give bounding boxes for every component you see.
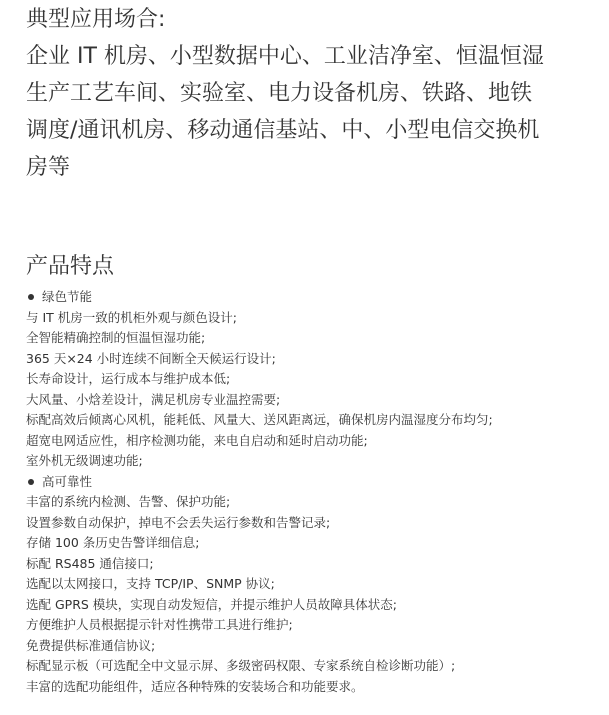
application-scenarios	[26, 38, 601, 186]
document	[26, 0, 601, 694]
feature-item: 丰富的系统内检测、告警、保护功能;	[26, 494, 231, 509]
scenario-line: 房等	[26, 155, 71, 180]
feature-item: 全智能精确控制的恒温恒湿功能;	[26, 330, 206, 345]
scenario-line: 调度/通讯机房、移动通信基站、中、小型电信交换机	[26, 118, 540, 143]
feature-item: 室外机无级调速功能;	[26, 453, 143, 468]
feature-item: 丰富的选配功能组件，适应各种特殊的安装场合和功能要求。	[26, 678, 364, 694]
feature-item: 标配显示板（可选配全中文显示屏、多级密码权限、专家系统自检诊断功能）;	[26, 658, 456, 673]
feature-item: 与 IT 机房一致的机柜外观与颜色设计;	[26, 309, 237, 325]
feature-item: 方便维护人员根据提示针对性携带工具进行维护;	[26, 617, 293, 632]
application-heading: 典型应用场合:	[26, 7, 166, 32]
feature-group-label: 绿色节能	[42, 289, 93, 304]
feature-item: 长寿命设计，运行成本与维护成本低;	[26, 371, 231, 386]
bullet-icon	[28, 294, 34, 300]
feature-item: 选配以太网接口，支持 TCP/IP、SNMP 协议;	[26, 576, 275, 591]
feature-item: 存储 100 条历史告警详细信息;	[26, 535, 200, 550]
scenario-line: 生产工艺车间、实验室、电力设备机房、铁路、地铁	[26, 81, 533, 106]
scenario-line: 企业 IT 机房、小型数据中心、工业洁净室、恒温恒湿	[26, 44, 544, 69]
feature-group-label: 高可靠性	[42, 473, 93, 489]
feature-item: 设置参数自动保护，掉电不会丢失运行参数和告警记录;	[26, 514, 331, 530]
feature-item: 超宽电网适应性，相序检测功能，来电自启动和延时启动功能;	[26, 432, 368, 448]
feature-group-title	[26, 472, 601, 493]
feature-group-title	[26, 287, 601, 308]
features-list	[26, 287, 601, 697]
feature-item: 365 天×24 小时连续不间断全天候运行设计;	[26, 350, 276, 366]
features-title: 产品特点	[26, 254, 115, 279]
feature-item: 标配 RS485 通信接口;	[26, 555, 154, 571]
bullet-icon	[28, 479, 34, 485]
feature-item: 大风量、小焓差设计，满足机房专业温控需要;	[26, 391, 281, 407]
feature-item: 选配 GPRS 模块，实现自动发短信，并提示维护人员故障具体状态;	[26, 596, 398, 612]
feature-item: 标配高效后倾离心风机，能耗低、风量大、送风距离远，确保机房内温湿度分布均匀;	[26, 412, 493, 427]
feature-item: 免费提供标准通信协议;	[26, 637, 156, 653]
